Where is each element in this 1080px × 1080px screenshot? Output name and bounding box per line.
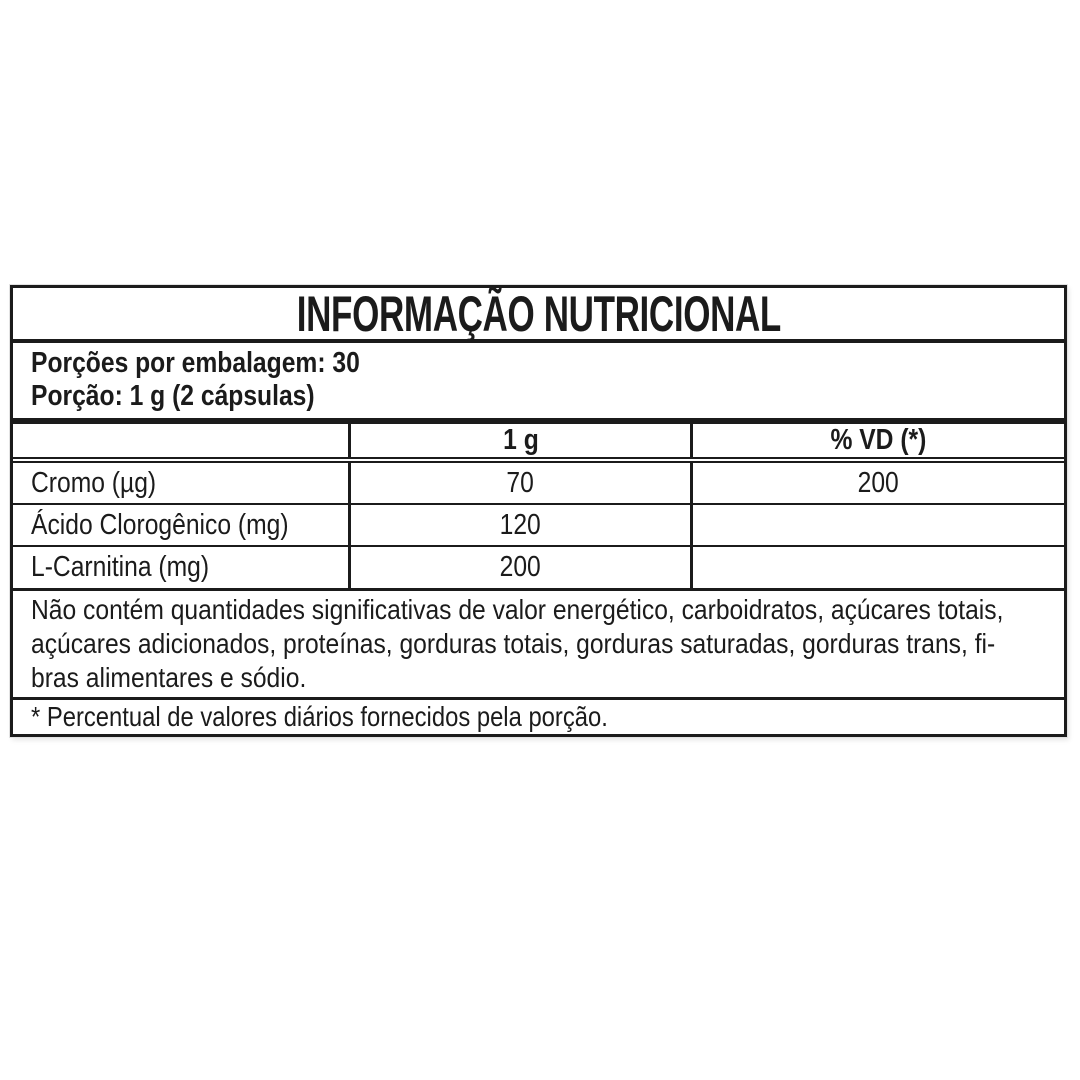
column-header-dv	[690, 424, 1064, 457]
nutrient-name-cell	[13, 547, 348, 588]
servings-per-package-line	[31, 347, 1048, 380]
note-line	[31, 661, 1048, 695]
nutrient-name-cell	[13, 505, 348, 545]
column-header-amount-text: 1 g	[502, 424, 539, 456]
serving-size-text: Porção: 1 g (2 cápsulas)	[31, 380, 315, 412]
nutrient-dv-cell	[690, 505, 1064, 545]
nutrient-amount-cell	[348, 463, 690, 503]
nutrient-row	[13, 547, 1064, 591]
servings-per-package-text: Porções por embalagem: 30	[31, 347, 360, 379]
serving-size-line	[31, 380, 1048, 413]
note-line	[31, 593, 1048, 627]
nutrient-amount-cell	[348, 505, 690, 545]
note-line-text: bras alimentares e sódio.	[31, 662, 307, 693]
note-line-text: Não contém quantidades significativas de valor energético, carboidratos, açúcares totais,	[31, 594, 1004, 625]
daily-value-footnote	[13, 700, 1064, 734]
nutrient-name-cell	[13, 463, 348, 503]
servings-section	[13, 343, 1064, 424]
nutrient-row	[13, 505, 1064, 547]
daily-value-footnote-text: * Percentual de valores diários fornecidos pela porção.	[31, 701, 608, 732]
nutrition-facts-table	[10, 285, 1067, 737]
nutrient-name: Cromo (µg)	[31, 466, 157, 499]
column-header-row	[13, 424, 1064, 463]
nutrient-amount: 70	[506, 466, 535, 499]
column-header-dv-text: % VD (*)	[830, 424, 927, 456]
nutrient-amount: 120	[499, 508, 542, 541]
note-line	[31, 627, 1048, 661]
note-line-text: açúcares adicionados, proteínas, gorduras totais, gorduras saturadas, gorduras trans, fi-	[31, 628, 996, 659]
nutrient-dv: 200	[857, 466, 900, 499]
nutrient-name: L-Carnitina (mg)	[31, 551, 210, 583]
title-row	[13, 285, 1064, 343]
nutrient-amount: 200	[499, 551, 542, 583]
nutrient-row	[13, 463, 1064, 505]
insignificant-amounts-note	[13, 591, 1064, 700]
table-title: INFORMAÇÃO NUTRICIONAL	[296, 285, 781, 342]
nutrient-name: Ácido Clorogênico (mg)	[31, 508, 289, 541]
column-header-nutrient	[13, 424, 348, 457]
nutrient-amount-cell	[348, 547, 690, 588]
nutrient-dv-cell	[690, 547, 1064, 588]
column-header-amount	[348, 424, 690, 457]
nutrient-dv-cell	[690, 463, 1064, 503]
